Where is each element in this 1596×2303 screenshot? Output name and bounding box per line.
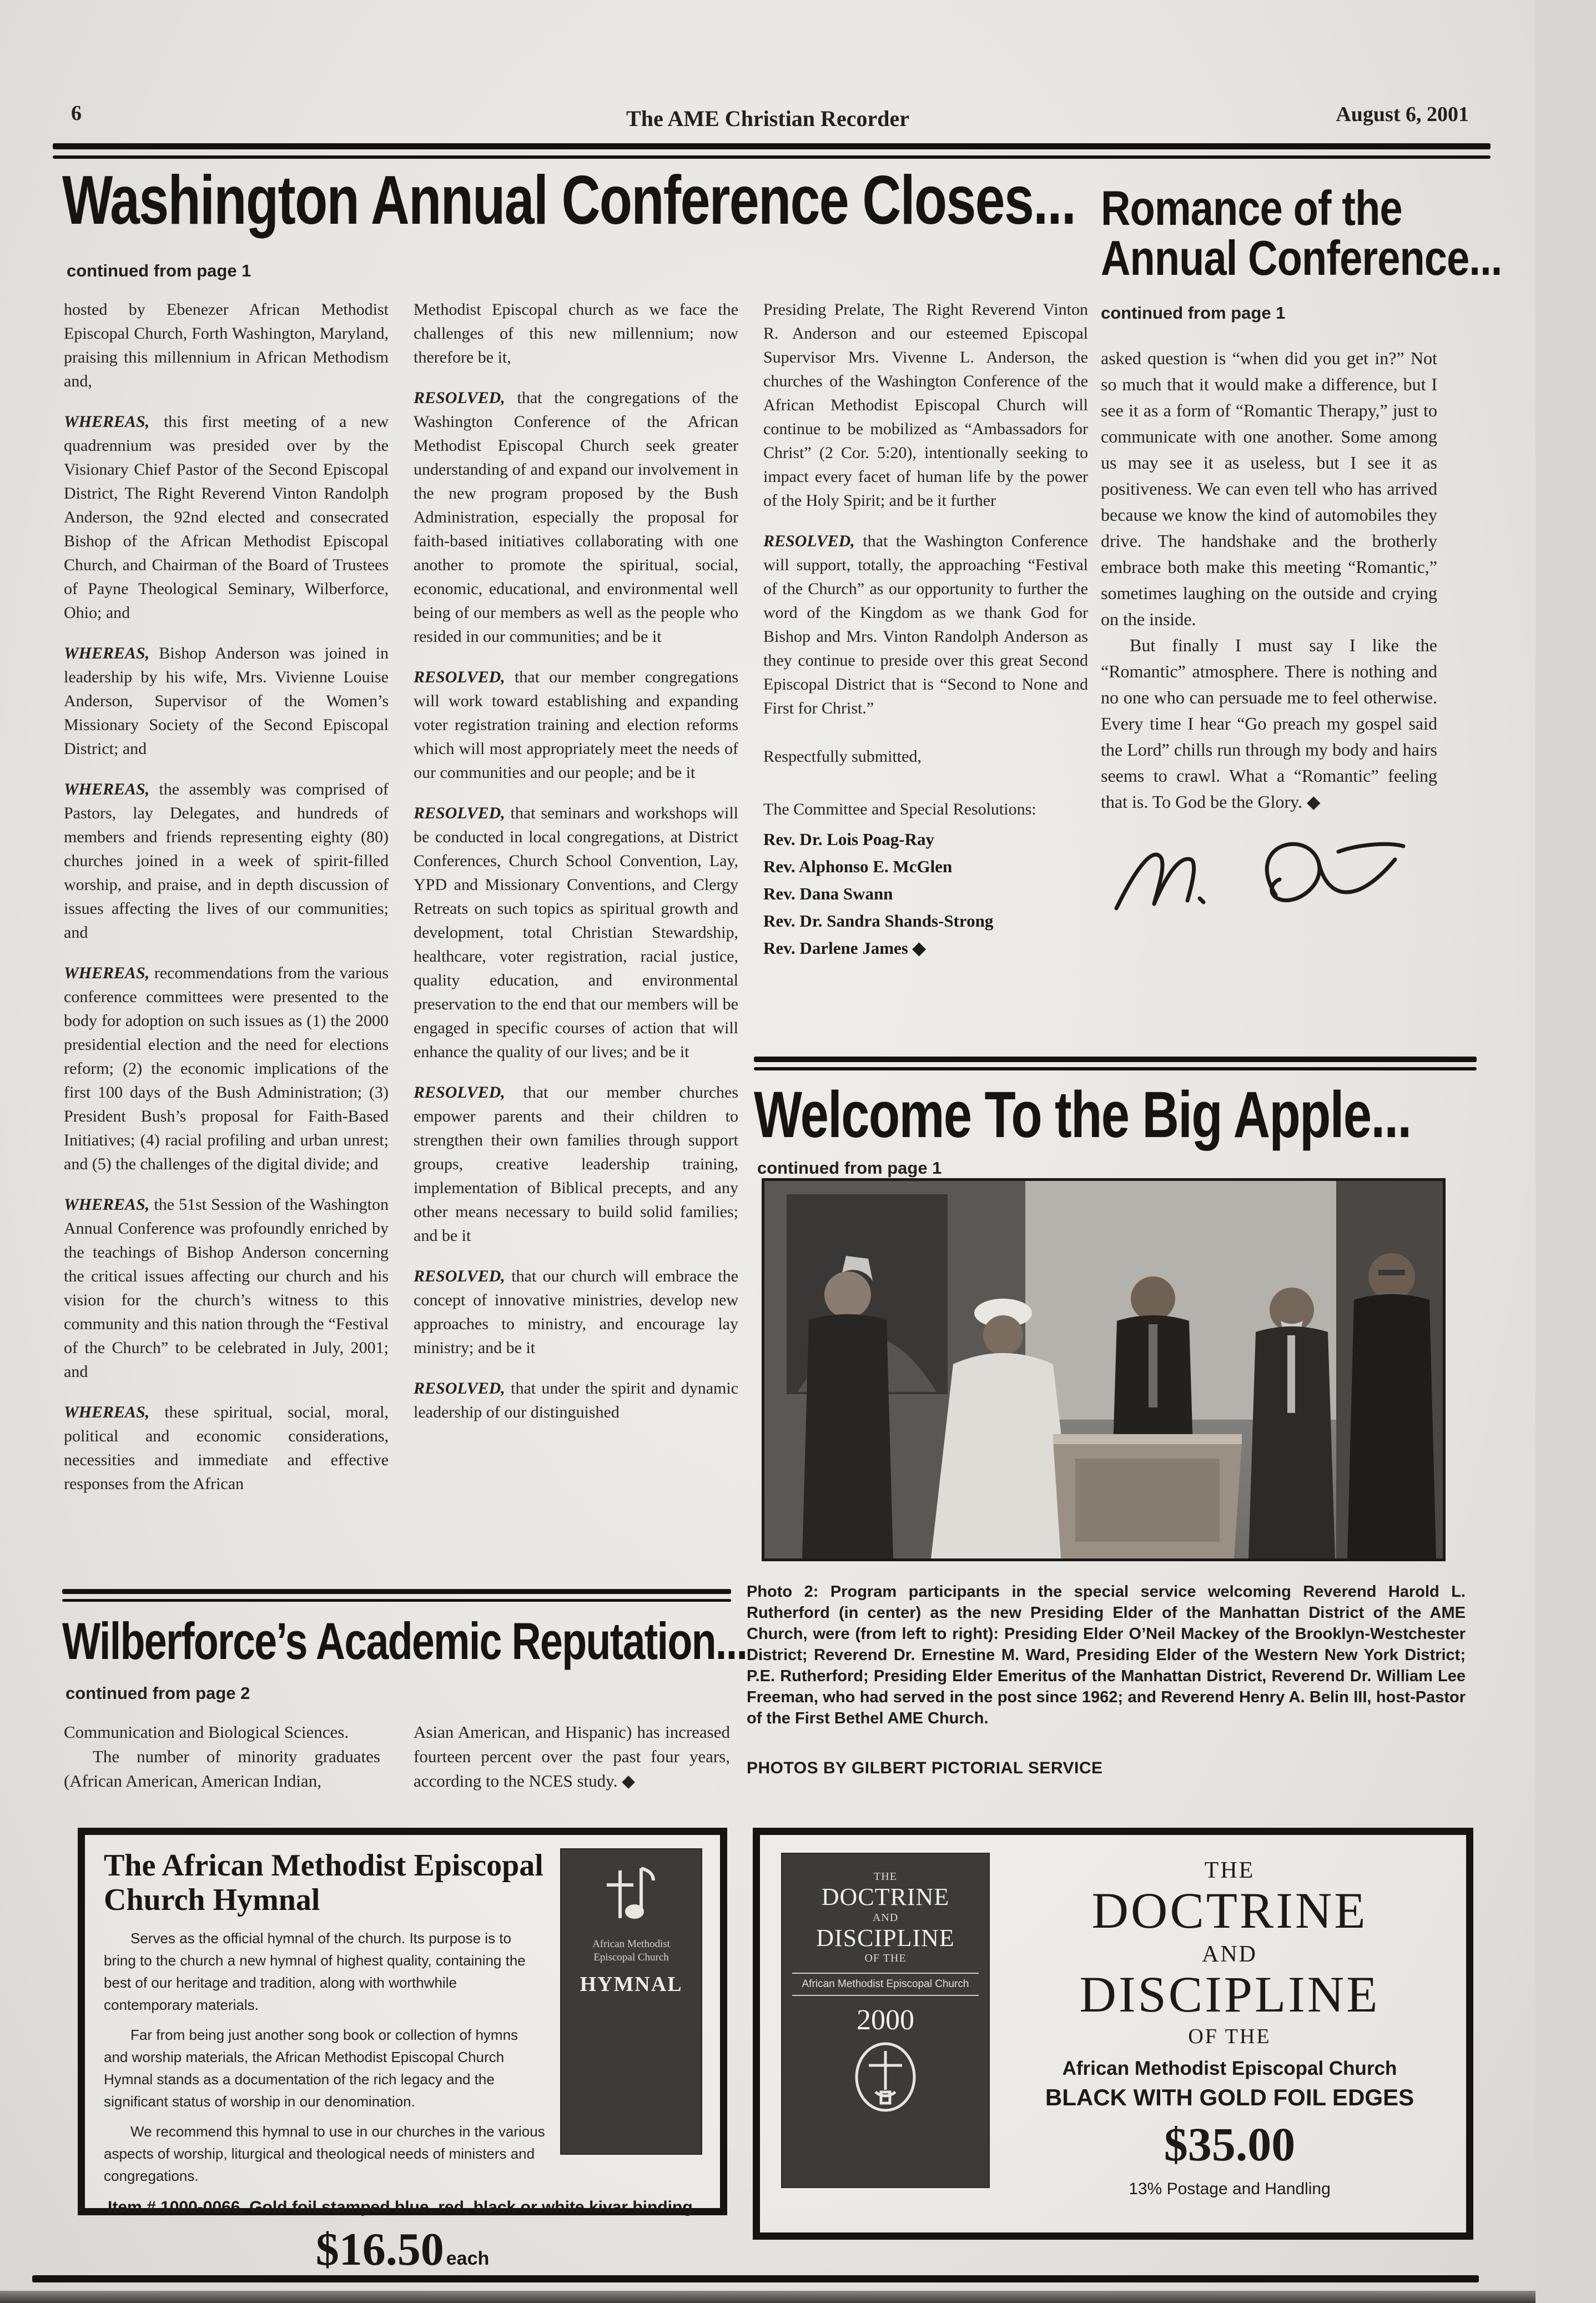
doctrine-cover-ofthe: OF THE: [864, 1952, 907, 1965]
wilberforce-headline: Wilberforce’s Academic Reputation...: [62, 1612, 747, 1670]
committee-label: The Committee and Special Resolutions:: [763, 800, 1036, 818]
wilberforce-rule-thin: [62, 1599, 731, 1602]
masthead: The AME Christian Recorder: [626, 106, 909, 131]
doctrine-the: THE: [1204, 1858, 1255, 1883]
page-bottom-edge: [0, 2291, 1535, 2303]
doctrine-cover-the: THE: [874, 1870, 897, 1883]
washington-col2: Methodist Episcopal church as we face the challenges of this new millennium; now therefore be it, RESOLVED, that the congregations of the Washington Conference of the African Methodist Episcopal Church seek greater understanding of and expand our involvement in the new program proposed by the Bush Administration, especially the proposal for faith-based initiatives collaborating with one another to promote the spiritual, social, economic, educational, and environmental well being of our members as well as the people who resided in our communities; and be it RESOLVED, that our member congregations will work toward establishing and expanding voter registration training and election reforms which will most appropriately meet the needs of our communities and our people; and be it RESOLVED, that seminars and workshops will be conducted in local congregations, at District Conferences, Church School Convention, Lay, YPD and Missionary Conventions, and Clergy Retreats on such topics as spiritual growth and development, total Christian Stewardship, healthcare, voter registration, racial justice, quality education, and environmental preservation to the end that our members will be engaged in specific courses of action that will enhance the quality of our lives; and be it RESOLVED, that our member churches empower parents and their children to strengthen their own families through support groups, creative leadership training, implementation of Biblical precepts, and any other means necessary to build solid families; and be it RESOLVED, that our church will embrace the concept of innovative ministries, develop new approaches to ministry, and encourage lay ministry; and be it RESOLVED, that under the spirit and dynamic leadership of our distinguished: [414, 300, 739, 1421]
washington-col1: hosted by Ebenezer African Methodist Episcopal Church, Forth Washington, Maryland, praising this millennium in African Methodism and, WHEREAS, this first meeting of a new quadrennium was presided over by the Visionary Chief Pastor of the Second Episcopal District, The Right Reverend Vinton Randolph Anderson, the 92nd elected and consecrated Bishop of the African Methodist Episcopal Church, and Chairman of the Board of Trustees of Payne Theological Seminary, Wilberforce, Ohio; and WHEREAS, Bishop Anderson was joined in leadership by his wife, Mrs. Vivienne Louise Anderson, Supervisor of the Women’s Missionary Society of the Second Episcopal District; and WHEREAS, the assembly was comprised of Pastors, lay Delegates, and hundreds of members and friends representing eighty (80) churches joined in a week of spirit-filled worship, and praise, and in depth discussion of issues affecting the lives of our communities; and WHEREAS, recommendations from the various conference committees were presented to the body for adoption on such issues as (1) the 2000 presidential election and the need for elections reform; (2) the economic implications of the first 100 days of the Bush Administration; (3) President Bush’s proposal for Faith-Based Initiatives; (4) racial profiling and urban unrest; and (5) the challenges of the digital divide; and WHEREAS, the 51st Session of the Washington Annual Conference was profoundly enriched by the teachings of Bishop Anderson concerning the critical issues affecting our church and his vision for the church’s witness to this community and this nation through the “Festival of the Church” to be celebrated in July, 2001; and WHEREAS, these spiritual, social, moral, political and economic considerations, necessities and immediate and effective responses from the African: [64, 300, 389, 1493]
hymnal-ad-title: The African Methodist Episcopal Church Hymnal: [104, 1848, 543, 1917]
hymnal-ad-body: Serves as the official hymnal of the church. Its purpose is to bring to the church a new hymnal of highest quality, containing the best of our heritage and tradition, along with worthwhile contemporary materials. Far from being just another song book or collection of hymns and worship materials, the African Methodist Episcopal Church Hymnal stands as a documentation of the rich legacy and the significant status of worship in our denomination. We recommend this hymnal to use in our churches in the various aspects of worship, liturgical and theological needs of ministers and congregations.: [104, 1930, 545, 2184]
group-photo-illustration: [764, 1181, 1443, 1558]
submitted-line: Respectfully submitted,: [763, 747, 922, 766]
welcome-rule-thin: [754, 1067, 1477, 1070]
doctrine-binding: BLACK WITH GOLD FOIL EDGES: [1045, 2084, 1414, 2111]
doctrine-ad: [753, 1828, 1473, 2240]
doctrine-and: AND: [1202, 1941, 1257, 1967]
doctrine-cover-year: 2000: [857, 2004, 914, 2037]
doctrine-cover-title2: DISCIPLINE: [816, 1924, 955, 1952]
doctrine-price: $35.00: [1164, 2118, 1296, 2171]
wilberforce-rule-thick: [62, 1589, 731, 1594]
washington-continued: continued from page 1: [67, 261, 251, 280]
hymnal-book-cover: [561, 1849, 701, 2154]
hymnal-price-unit: each: [446, 2248, 490, 2269]
washington-col3-paras: Presiding Prelate, The Right Reverend Vinton R. Anderson and our esteemed Episcopal Supervisor Mrs. Vivenne L. Anderson, the churches of the Washington Conference of the African Methodist Episcopal Church will continue to be mobilized as “Ambassadors for Christ” (2 Cor. 5:20), intentionally seeking to impact every facet of human life by the power of the Holy Spirit; and be it further RESOLVED, that the Washington Conference will support, totally, the approaching “Festival of the Church” as our opportunity to further the word of the Kingdom as we thank God for Bishop and Mrs. Vinton Randolph Anderson as they continue to preside over this great Second Episcopal District that is “Second to None and First for Christ.”: [763, 300, 1088, 717]
hymnal-logo-icon: [598, 1863, 664, 1935]
romance-article: [1101, 180, 1502, 922]
hymnal-cover-org1: African Methodist: [592, 1938, 670, 1950]
doctrine-org: African Methodist Episcopal Church: [1062, 2058, 1397, 2080]
doctrine-title1: DOCTRINE: [1091, 1882, 1368, 1939]
hymnal-item-line: Item # 1000-0066. Gold foil stamped blue, red, black or white kivar binding.: [108, 2198, 697, 2216]
wilberforce-colB: Asian American, and Hispanic) has increased fourteen percent over the past four years, according to the NCES study. ◆: [414, 1722, 730, 1791]
washington-headline: Washington Annual Conference Closes...: [62, 162, 1076, 239]
bottom-rule: [32, 2275, 1479, 2282]
doctrine-postage: 13% Postage and Handling: [1129, 2180, 1331, 2199]
wilberforce-columns: [64, 1720, 730, 1793]
hymnal-price: $16.50: [315, 2224, 444, 2275]
welcome-continued: continued from page 1: [757, 1158, 942, 1178]
welcome-photo: [762, 1178, 1446, 1561]
wilberforce-colA: Communication and Biological Sciences. The number of minority graduates (African American, American Indian,: [64, 1722, 380, 1791]
doctrine-ad-text: [1015, 1854, 1444, 2199]
hymnal-cover-org2: Episcopal Church: [593, 1952, 669, 1963]
committee-names: Rev. Dr. Lois Poag-Ray Rev. Alphonso E. McGlen Rev. Dana Swann Rev. Dr. Sandra Shands-Strong Rev. Darlene James ◆: [763, 829, 994, 958]
doctrine-ofthe: OF THE: [1188, 2025, 1271, 2049]
photo-credit: PHOTOS BY GILBERT PICTORIAL SERVICE: [747, 1759, 1103, 1777]
issue-date: August 6, 2001: [1336, 103, 1469, 126]
cross-circle-icon: [852, 2041, 919, 2113]
doctrine-cover-org: African Methodist Episcopal Church: [792, 1973, 979, 1996]
wilberforce-continued: continued from page 2: [66, 1683, 250, 1703]
page-number: 6: [71, 102, 82, 125]
hymnal-cover-title: HYMNAL: [580, 1973, 683, 1996]
doctrine-cover-title1: DOCTRINE: [821, 1883, 950, 1910]
hymnal-ad: [78, 1828, 727, 2275]
header-rule-thick: [53, 143, 1491, 149]
welcome-rule-thick: [754, 1057, 1477, 1062]
doctrine-book-cover: [782, 1854, 989, 2187]
romance-body: asked question is “when did you get in?” Not so much that it would make a difference, but I see it as a form of “Romantic Therapy,” just to communicate with one another. Some among us may see it as useless, but I see it as positiveness. We can even tell who has arrived because we know the kind of automobiles they drive. The handshake and the brotherly embrace both make this meeting “Romantic,” sometimes laughing on the outside and crying on the inside. But finally I must say I like the “Romantic” atmosphere. There is nothing and no one who can persuade me to feel otherwise. Every time I hear “Go preach my gospel said the Lord” chills run through my body and hairs seems to crawl. What a “Romantic” feeling that is. To God be the Glory. ◆: [1101, 348, 1437, 812]
doctrine-cover-and: AND: [872, 1911, 899, 1924]
romance-headline: Romance of the Annual Conference...: [1101, 180, 1502, 285]
signature: [1106, 827, 1406, 922]
romance-continued: continued from page 1: [1101, 303, 1286, 323]
doctrine-title2: DISCIPLINE: [1079, 1965, 1380, 2023]
hymnal-price-row: [104, 2222, 701, 2276]
photo-caption: Photo 2: Program participants in the special service welcoming Reverend Harold L. Rutherford (in center) as the new Presiding Elder of the Manhattan District of the AME Church, were (from left to right): Presiding Elder O’Neil Mackey of the Brooklyn-Westchester District; Reverend Dr. Ernestine M. Ward, Presiding Elder of the Western New York District; P.E. Rutherford; Presiding Elder Emeritus of the Manhattan District, Reverend Dr. William Lee Freeman, who had served in the post since 1962; and Reverend Henry A. Belin III, host-Pastor of the First Bethel AME Church.: [747, 1583, 1466, 1727]
header-rule-thin: [53, 155, 1491, 159]
welcome-headline: Welcome To the Big Apple...: [754, 1078, 1411, 1152]
